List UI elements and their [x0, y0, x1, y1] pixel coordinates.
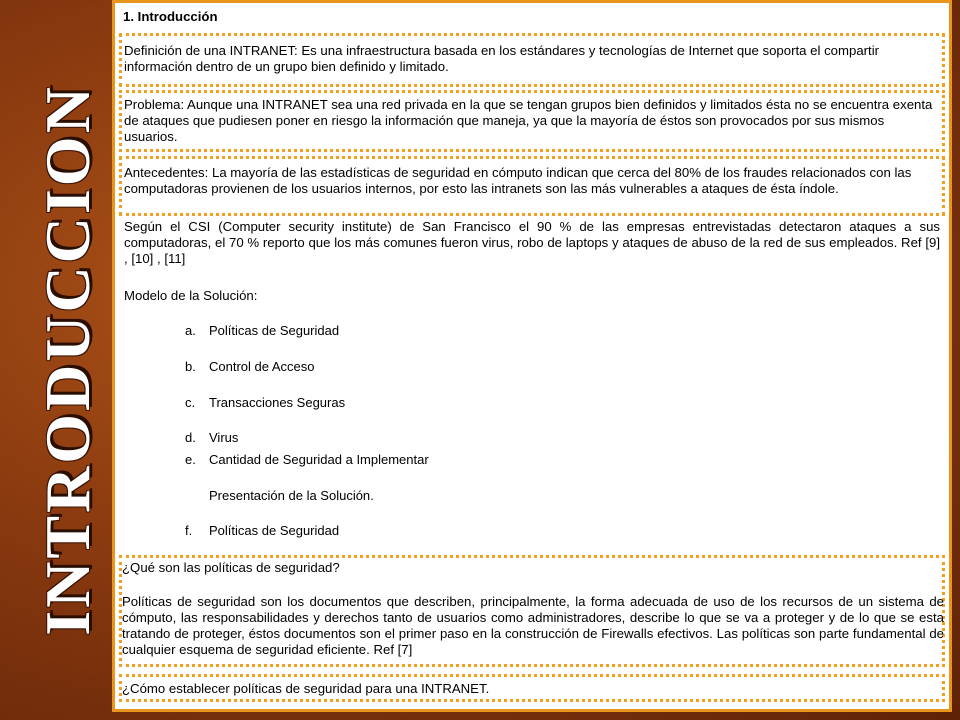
csi-text: Según el CSI (Computer security institute) de San Francisco el 90 % de las empresas entrevistadas detectaron ataques a sus computadoras, el 70 % reporto que los más comunes fueron virus, robo de laptops y ataques de abuso de la red de sus empleados. Ref [9] , [10] , [11] [124, 219, 940, 266]
list-item: a. Políticas de Seguridad [185, 323, 340, 338]
section-heading: 1. Introducción [123, 9, 218, 24]
politicas-text: Políticas de seguridad son los documentos que describen, principalmente, la forma adecuada de uso de los recursos de un sistema de cómputo, las responsabilidades y derechos tanto de usuarios como administradores, describe lo que se va a proteger y de lo que se esta tratando de proteger, éstos documentos son el primer paso en la construcción de Firewalls efectivos. Las políticas son parte fundamental de cualquier esquema de seguridad eficiente. Ref [7] [122, 594, 944, 657]
modelo-label: Modelo de la Solución: [124, 288, 258, 303]
document-page [112, 0, 952, 712]
list-item: e. Cantidad de Seguridad a Implementar [185, 452, 429, 467]
side-title: INTRODUCCION [32, 84, 103, 636]
list-item: b. Control de Acceso [185, 359, 315, 374]
antecedentes-text: Antecedentes: La mayoría de las estadísticas de seguridad en cómputo indican que cerca del 80% de los fraudes relacionados con las computadoras provienen de los usuarios internos, por esto las intranets son las más vulnerables a ataques de ésta índole. [124, 165, 912, 196]
definicion-text: Definición de una INTRANET: Es una infraestructura basada en los estándares y tecnologías de Internet que soporta el compartir información dentro de un grupo bien definido y limitado. [124, 43, 880, 74]
list-item: Presentación de la Solución. [209, 488, 374, 503]
que-son-question: ¿Qué son las políticas de seguridad? [122, 560, 340, 575]
problema-text: Problema: Aunque una INTRANET sea una red privada en la que se tengan grupos bien definidos y limitados ésta no se encuentra exenta de ataques que pudiesen poner en riesgo la información que maneja, ya que la mayoría de éstos son provocados por sus mismos usuarios. [124, 97, 933, 144]
list-item: c. Transacciones Seguras [185, 395, 346, 410]
list-item: d. Virus [185, 430, 239, 445]
como-question: ¿Cómo establecer políticas de seguridad para una INTRANET. [122, 681, 490, 696]
list-item: f. Políticas de Seguridad [185, 523, 340, 538]
